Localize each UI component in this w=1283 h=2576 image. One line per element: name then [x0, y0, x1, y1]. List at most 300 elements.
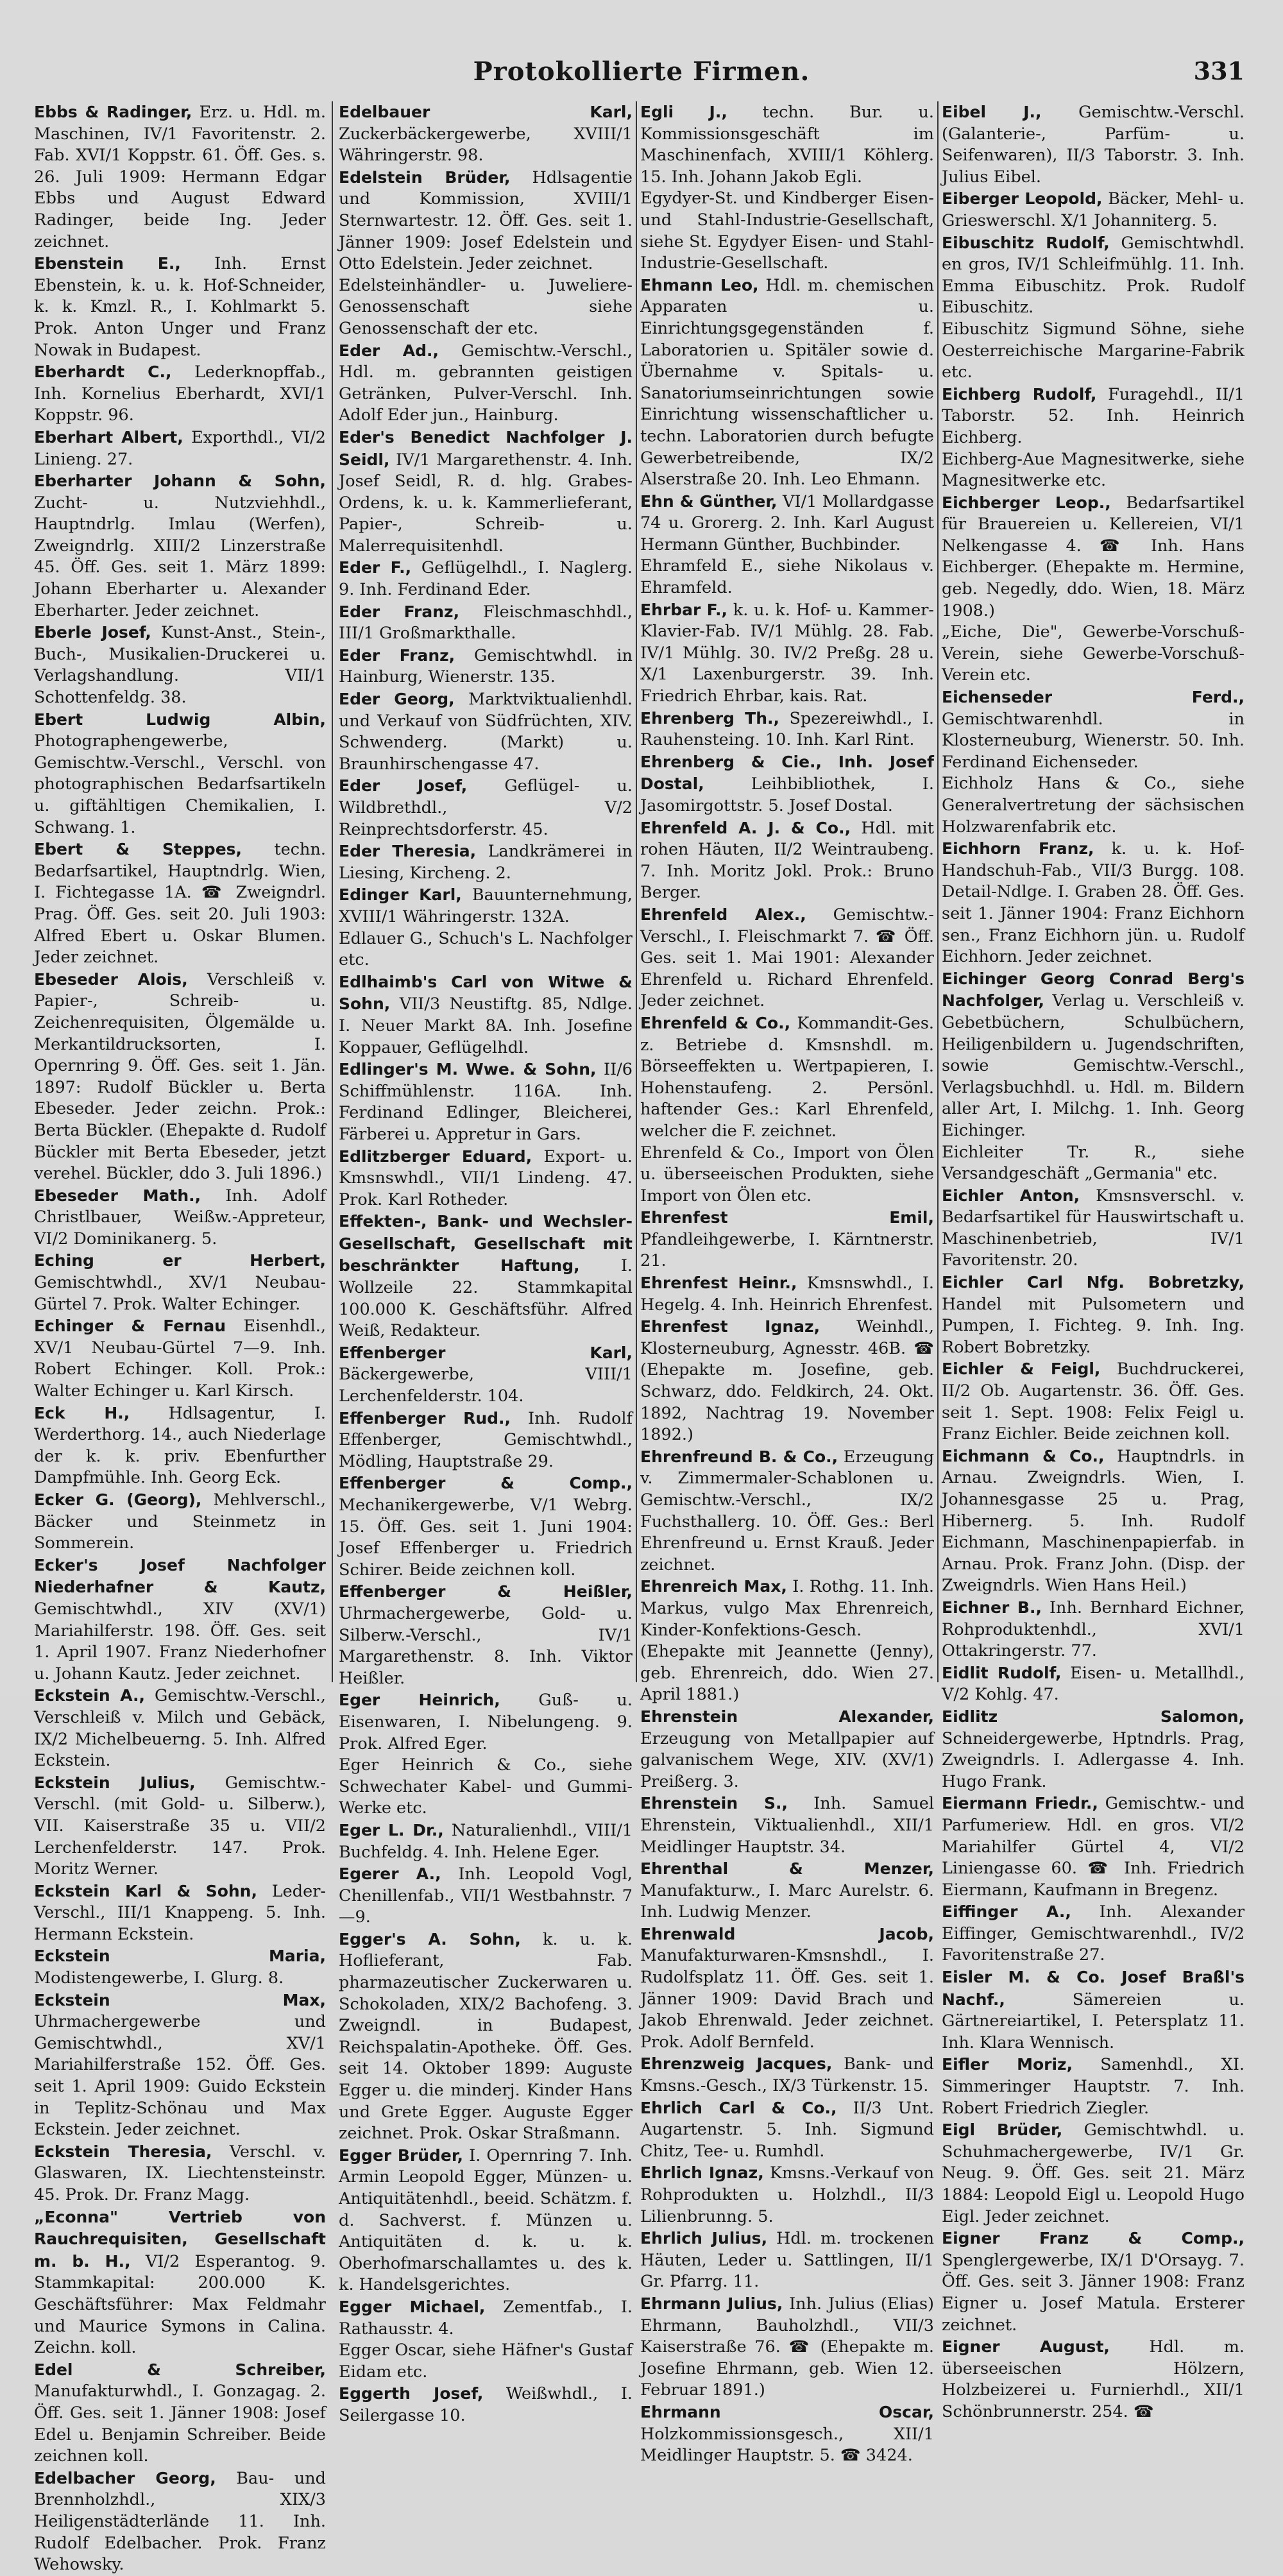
firm-entry [339, 167, 633, 275]
firm-entry [339, 1689, 633, 1755]
firm-entry [640, 1858, 934, 1923]
firm-entry [640, 1576, 934, 1706]
firm-details: Mehlverschl., Bäcker und Steinmetz in Sommerein. [34, 1490, 326, 1553]
firm-name: Ehrenfeld A. J. & Co., [640, 818, 851, 837]
firm-entry [942, 449, 1245, 492]
firm-entry [34, 1772, 326, 1881]
firm-details: Buchdruckerei, II/2 Ob. Augartenstr. 36. Öff. Ges. seit 1. Sept. 1908: Felix Feigl u. Franz Eichler. Beide zeichnen koll. [942, 1360, 1245, 1444]
firm-details: I. Rothg. 11. Inh. Markus, vulgo Max Ehrenreich, Kinder-Konfektions-Gesch. (Ehepakte mit Jeannette (Jenny), geb. Ehrenreich, ddo. Wien 27. April 1881.) [640, 1577, 934, 1705]
firm-details: Bäckergewerbe, VIII/1 Lerchenfelderstr. 104. [339, 1365, 633, 1406]
firm-name: Ebeseder Math., [34, 1186, 201, 1205]
firm-name: Eder Josef, [339, 776, 468, 796]
firm-name: Eberhart Albert, [34, 427, 183, 447]
firm-details: Bauunternehmung, XVIII/1 Währingerstr. 132A. [339, 885, 633, 926]
firm-details: Erzeugung v. Zimmermaler-Schablonen u. Gemischtw.-Verschl., IX/2 Fuchsthallerg. 10. Öff. Ges.: Berl Ehrenfreund u. Ernst Krauß. Jeder zeichnet. [640, 1447, 935, 1574]
firm-entry [942, 232, 1245, 319]
firm-name: Ehn & Günther, [640, 491, 777, 511]
firm-entry [34, 2468, 326, 2576]
firm-entry [34, 1185, 326, 1250]
firm-entry [339, 971, 633, 1059]
firm-details: Erzeugung von Metallpapier auf galvanischem Wege, XIV. (XV/1) Preißerg. 3. [640, 1728, 934, 1791]
firm-entry [339, 1408, 633, 1473]
firm-name: Ehrenthal & Menzer, [640, 1859, 934, 1879]
firm-name: Effenberger Karl, [339, 1343, 633, 1362]
firm-name: Ecker G. (Georg), [34, 1490, 202, 1509]
firm-name: Eder Ad., [339, 341, 439, 360]
firm-entry [339, 1342, 633, 1408]
column-4 [942, 101, 1245, 2421]
firm-details: Gemischtw.-Verschl. (Galanterie-, Parfüm- u. Seifenwaren), II/3 Taborstr. 3. Inh. Julius Eibel. [942, 103, 1245, 187]
firm-details: Uhrmachergewerbe, Gold- u. Silberw.-Verschl., IV/1 Margarethenstr. 8. Inh. Viktor Heißler. [339, 1603, 633, 1688]
firm-details: Lederknopffab., Inh. Kornelius Eberhardt, XVI/1 Koppstr. 96. [34, 363, 326, 425]
firm-details: Hdlsagentie und Kommission, XVIII/1 Sternwartestr. 12. Öff. Ges. seit 1. Jänner 1909: Josef Edelstein und Otto Edelstein. Jeder zeichnet. [339, 167, 633, 274]
firm-name: Ehrenfest Ignaz, [640, 1317, 820, 1336]
firm-entry [34, 427, 326, 470]
firm-entry [942, 1272, 1245, 1358]
firm-entry [942, 101, 1245, 188]
firm-details: VII/3 Neustiftg. 85, Ndlge. I. Neuer Markt 8A. Inh. Josefine Koppauer, Geflügelhdl. [339, 994, 633, 1057]
firm-details: Eger Heinrich & Co., siehe Schwechater Kabel- und Gummi-Werke etc. [339, 1755, 633, 1818]
firm-name: Ehrenfest Emil, [640, 1208, 934, 1227]
firm-name: Eichenseder Ferd., [942, 688, 1245, 707]
firm-entry [640, 1316, 934, 1446]
firm-name: Edlinger's M. Wwe. & Sohn, [339, 1060, 597, 1079]
firm-details: Geflügel- u. Wildbrethdl., V/2 Reinprechtsdorferstr. 45. [339, 776, 633, 839]
firm-entry [34, 361, 326, 427]
firm-entry [942, 1142, 1245, 1185]
firm-name: Ehrmann Oscar, [640, 2402, 934, 2421]
firm-entry [339, 928, 633, 971]
firm-entry [942, 1793, 1245, 1901]
firm-details: Mechanikergewerbe, V/1 Webrg. 15. Öff. Ges. seit 1. Juni 1904: Josef Effenberger u. Friedrich Schirer. Beide zeichnen koll. [339, 1496, 633, 1580]
firm-name: Egger Brüder, [339, 2145, 464, 2165]
firm-details: Fleischmaschhdl., III/1 Großmarkthalle. [339, 602, 633, 644]
firm-details: Samenhdl., XI. Simmeringer Hauptstr. 7. Inh. Robert Friedrich Ziegler. [942, 2055, 1245, 2118]
firm-details: Bank- und Kmsns.-Gesch., IX/3 Türkenstr. 15. [640, 2054, 934, 2096]
firm-details: Marktviktualienhdl. und Verkauf von Südfrüchten, XIV. Schwenderg. (Markt) u. Braunhirschengasse 47. [339, 690, 633, 774]
firm-entry [339, 275, 633, 340]
firm-details: Exporthdl., VI/2 Linieng. 27. [34, 427, 326, 469]
firm-entry [34, 2141, 326, 2206]
firm-details: Holzkommissionsgesch., XII/1 Meidlinger Hauptstr. 5. ☎ 3424. [640, 2424, 934, 2466]
firm-name: Eichberger Leop., [942, 493, 1111, 512]
firm-details: Schneidergewerbe, Hptndrls. Prag, Zweigndrls. I. Adlergasse 4. Inh. Hugo Frank. [942, 1728, 1245, 1791]
firm-details: Inh. Samuel Ehrenstein, Viktualienhdl., XII/1 Meidlinger Hauptstr. 34. [640, 1794, 934, 1857]
firm-name: Eger L. Dr., [339, 1820, 444, 1839]
firm-name: Eder F., [339, 558, 412, 577]
firm-entry [339, 427, 633, 558]
firm-entry [942, 1358, 1245, 1445]
firm-details: Zuckerbäckergewerbe, XVIII/1 Währingerstr. 98. [339, 124, 633, 166]
firm-name: Eichinger Georg Conrad Berg's Nachfolger, [942, 969, 1245, 1011]
firm-entry [339, 601, 633, 645]
firm-entry [339, 1146, 633, 1211]
firm-name: Eifler Moriz, [942, 2055, 1073, 2074]
firm-details: Ehrenfeld & Co., Import von Ölen u. überseeischen Produkten, siehe Import von Ölen etc. [640, 1143, 934, 1206]
firm-entry [34, 1945, 326, 1989]
firm-details: Manufakturwhdl., I. Gonzagag. 2. Öff. Ges. seit 1. Jänner 1908: Josef Edel u. Benjamin Schreiber. Beide zeichnen koll. [34, 2382, 326, 2466]
firm-details: Gemischtw.-Verschl. (mit Gold- u. Silberw.), VII. Kaiserstraße 35 u. VII/2 Lerchenfelderstr. 147. Prok. Moritz Werner. [34, 1773, 327, 1879]
column-1 [34, 101, 327, 2575]
firm-entry [942, 622, 1245, 687]
firm-entry [339, 645, 633, 688]
firm-details: Inh. Leopold Vogl, Chenillenfab., VII/1 Westbahnstr. 7—9. [339, 1864, 633, 1927]
firm-details: Egger Oscar, siehe Häfner's Gustaf Eidam etc. [339, 2341, 633, 2382]
firm-name: „Econna" Vertrieb von Rauchrequisiten, Gesellschaft m. b. H., [34, 2207, 326, 2271]
firm-details: Bau- und Brennholzhdl., XIX/3 Heiligenstädterlände 11. Inh. Rudolf Edelbacher. Prok. Franz Wehowsky. [34, 2468, 326, 2575]
firm-details: Kmsnswhdl., I. Hegelg. 4. Inh. Heinrich Ehrenfest. [640, 1274, 934, 1315]
column-2 [339, 101, 633, 2425]
firm-entry [640, 556, 934, 599]
firm-entry [640, 2401, 934, 2467]
firm-details: Kommandit-Ges. z. Betriebe d. Kmsnshdl. m. Börseeffekten u. Wertpapieren, I. Hohenstaufeng. 2. Persönl. haftender Ges.: Karl Ehrenfeld, welcher die F. zeichnet. [640, 1013, 935, 1141]
firm-entry [34, 1489, 326, 1555]
firm-name: Effenberger & Comp., [339, 1474, 633, 1493]
firm-name: Eckstein Max, [34, 1990, 326, 2009]
firm-entry [34, 1555, 326, 1685]
firm-entry [640, 2293, 934, 2401]
firm-details: Spezereiwhdl., I. Rauhensteing. 10. Inh. Karl Rint. [640, 708, 934, 750]
firm-details: Bäcker, Mehl- u. Grieswerschl. X/1 Johanniterg. 5. [942, 189, 1245, 230]
firm-details: II/6 Schiffmühlenstr. 116A. Inh. Ferdinand Edlinger, Bleicherei, Färberei u. Appretur in Gars. [339, 1060, 633, 1144]
firm-details: Kmsnsverschl. v. Bedarfsartikel für Hauswirtschaft u. Maschinenbetrieb, IV/1 Favoritenstr. 20. [942, 1186, 1245, 1270]
firm-entry [34, 1685, 326, 1771]
firm-details: I. Opernring 7. Inh. Armin Leopold Egger, Münzen- u. Antiquitätenhdl., beeid. Schätzm. f. d. Sachverst. f. Münzen u. Antiquitäten d. k. u. k. Oberhofmarschallamtes u. des k. k. Handelsgerichtes. [339, 2145, 633, 2295]
firm-entry [34, 2359, 326, 2468]
firm-details: Handel mit Pulsometern und Pumpen, I. Fichteg. 9. Inh. Ing. Robert Bobretzky. [942, 1294, 1245, 1357]
firm-entry [339, 2145, 633, 2296]
firm-entry [34, 1403, 326, 1489]
firm-name: Egger Michael, [339, 2297, 486, 2316]
firm-entry [339, 1059, 633, 1145]
firm-name: Effenberger & Heißler, [339, 1582, 633, 1601]
firm-entry [640, 817, 934, 904]
firm-details: Manufakturwaren-Kmsnshdl., I. Rudolfsplatz 11. Öff. Ges. seit 1. Jänner 1909: David Brach und Jakob Ehrenwald. Jeder zeichnet. Prok. Adolf Bernfeld. [640, 1946, 934, 2052]
firm-name: Eggerth Josef, [339, 2384, 484, 2403]
firm-name: Eckstein Maria, [34, 1947, 326, 1966]
firm-entry [942, 2054, 1245, 2119]
column-divider [937, 101, 939, 1682]
firm-details: Hdlsagentur, I. Werderthorg. 14., auch Niederlage der k. k. priv. Ebenfurther Dampfmühle. Inh. Georg Eck. [34, 1403, 327, 1488]
firm-name: Eigner August, [942, 2337, 1110, 2357]
firm-details: Erz. u. Hdl. m. Maschinen, IV/1 Favoritenstr. 2. Fab. XVI/1 Koppstr. 61. Öff. Ges. s. 26. Juli 1909: Hermann Edgar Ebbs und August Edward Radinger, beide Ing. Jeder zeichnet. [34, 103, 326, 252]
firm-entry [339, 2296, 633, 2340]
firm-name: Ebenstein E., [34, 254, 181, 273]
firm-details: Eibuschitz Sigmund Söhne, siehe Oesterreichische Margarine-Fabrik etc. [942, 319, 1245, 382]
firm-name: Egger's A. Sohn, [339, 1929, 521, 1949]
firm-entry [34, 622, 326, 708]
firm-details: Gemischtw.-Verschl., Verschleiß v. Milch und Gebäck, IX/2 Michelbeuerng. 5. Inh. Alfred Eckstein. [34, 1686, 326, 1771]
firm-details: Furagehdl., II/1 Taborstr. 52. Inh. Heinrich Eichberg. [942, 384, 1245, 447]
firm-entry [640, 1446, 934, 1576]
firm-entry [34, 470, 326, 622]
firm-entry [640, 751, 934, 817]
firm-details: Inh. Julius (Elias) Ehrmann, Bauholzhdl., VII/3 Kaiserstraße 76. ☎ (Ehepakte m. Josefine Ehrmann, geb. Wien 12. Februar 1891.) [640, 2294, 935, 2400]
firm-details: II/3 Unt. Augartenstr. 5. Inh. Sigmund Chitz, Tee- u. Rumhdl. [640, 2098, 934, 2161]
firm-name: Edinger Karl, [339, 885, 462, 905]
firm-entry [942, 492, 1245, 622]
firm-name: Eder Franz, [339, 602, 460, 621]
firm-details: Eisen- u. Metallhdl., V/2 Kohlg. 47. [942, 1663, 1245, 1705]
firm-name: Ebbs & Radinger, [34, 103, 192, 121]
firm-entry [942, 1185, 1245, 1272]
firm-entry [942, 188, 1245, 232]
firm-name: Eckstein Theresia, [34, 2142, 212, 2161]
firm-entry [942, 384, 1245, 449]
firm-entry [942, 2336, 1245, 2423]
firm-entry [942, 773, 1245, 838]
firm-details: Gemischtwhdl., XV/1 Neubau-Gürtel 7. Prok. Walter Echinger. [34, 1273, 326, 1314]
firm-entry [339, 1755, 633, 1820]
firm-details: Weißwhdl., I. Seilergasse 10. [339, 2384, 633, 2425]
firm-details: Kmsns.-Verkauf von Rohprodukten u. Holzhdl., II/3 Lilienbrunng. 5. [640, 2163, 935, 2226]
column-divider [332, 101, 333, 1682]
firm-entry [339, 688, 633, 775]
firm-entry [640, 1207, 934, 1272]
firm-entry [640, 275, 934, 491]
firm-entry [942, 968, 1245, 1142]
firm-entry [640, 2162, 934, 2228]
firm-entry [640, 599, 934, 708]
firm-name: Edlhaimb's Carl von Witwe & Sohn, [339, 972, 633, 1014]
firm-details: Verlag u. Verschleiß v. Gebetbüchern, Schulbüchern, Heiligenbildern u. Jugendschriften, sowie Gemischtw.-Verschl., Verlagsbuchhdl. u. Hdl. m. Bildern aller Art, I. Milchg. 1. Inh. Georg Eichinger. [942, 991, 1245, 1140]
firm-details: Photographengewerbe, Gemischtw.-Verschl., Verschl. von photographischen Bedarfsartikeln u. giftähltigen Chemikalien, I. Schwang. 1. [34, 731, 326, 837]
firm-details: Landkrämerei in Liesing, Kircheng. 2. [339, 842, 633, 883]
firm-name: Eiffinger A., [942, 1902, 1071, 1922]
firm-name: Effekten-, Bank- und Wechsler-Gesellschaft, Gesellschaft mit beschränkter Haftung, [339, 1212, 633, 1275]
firm-entry [339, 884, 633, 928]
firm-entry [942, 319, 1245, 384]
firm-entry [34, 1990, 326, 2141]
firm-details: „Eiche, Die", Gewerbe-Vorschuß-Verein, siehe Gewerbe-Vorschuß-Verein etc. [942, 622, 1245, 685]
firm-details: Gemischtwhdl., XIV (XV/1) Mariahilferstr. 198. Öff. Ges. seit 1. April 1907. Franz Niederhofner u. Johann Kautz. Jeder zeichnet. [34, 1599, 326, 1684]
column-divider [636, 101, 637, 1682]
firm-entry [640, 2097, 934, 2163]
firm-entry [34, 1881, 326, 1946]
firm-entry [339, 101, 633, 167]
firm-details: k. u. k. Hof- u. Kammer-Klavier-Fab. IV/1 Mühlg. 28. Fab. IV/1 Mühlg. 30. IV/2 Preßg. 28 u. X/1 Laxenburgerstr. 39. Inh. Friedrich Ehrbar, kais. Rat. [640, 600, 935, 706]
firm-name: Eger Heinrich, [339, 1691, 500, 1710]
firm-details: Gemischtw.-Verschl., I. Fleischmarkt 7. ☎ Öff. Ges. seit 1. Mai 1901: Alexander Ehrenfeld u. Richard Ehrenfeld. Jeder zeichnet. [640, 905, 935, 1011]
firm-details: IV/1 Margarethenstr. 4. Inh. Josef Seidl, R. d. hlg. Grabes-Ordens, k. u. k. Kammerlieferant, Papier-, Schreib- u. Malerrequisitenhdl. [339, 450, 633, 556]
firm-name: Eidlit Rudolf, [942, 1663, 1062, 1682]
firm-name: Eichler Anton, [942, 1186, 1080, 1205]
firm-entry [34, 839, 326, 969]
firm-details: Naturalienhdl., VIII/1 Buchfeldg. 4. Inh. Helene Eger. [339, 1820, 633, 1862]
firm-name: Egli J., [640, 103, 727, 121]
firm-name: Ebert & Steppes, [34, 840, 242, 859]
firm-name: Eckstein Julius, [34, 1773, 196, 1792]
firm-details: Eisenhdl., XV/1 Neubau-Gürtel 7—9. Inh. Robert Echinger. Koll. Prok.: Walter Echinger u. Karl Kirsch. [34, 1317, 326, 1401]
firm-name: Ehmann Leo, [640, 275, 759, 294]
firm-entry [339, 2383, 633, 2427]
firm-details: Inh. Alexander Eiffinger, Gemischtwarenhdl., IV/2 Favoritenstraße 27. [942, 1902, 1245, 1965]
firm-details: Verschleiß v. Papier-, Schreib- u. Zeichenrequisiten, Ölgemälde u. Merkantildrucksorten, I. Opernring 9. Öff. Ges. seit 1. Jän. 1897: Rudolf Bückler u. Berta Ebeseder. Jeder zeichn. Prok.: Berta Bückler. (Ehepakte d. Rudolf Bückler mit Berta Ebeseder, jetzt verehel. Bückler, ddo 3. Juli 1896.) [34, 969, 326, 1184]
firm-details: Spenglergewerbe, IX/1 D'Orsayg. 7. Öff. Ges. seit 3. Jänner 1908: Franz Eigner u. Josef Matula. Ersterer zeichnet. [942, 2250, 1245, 2335]
firm-name: Eigner Franz & Comp., [942, 2229, 1245, 2248]
firm-details: Hauptndrls. in Arnau. Zweigndrls. Wien, I. Johannesgasse 25 u. Prag, Hibernerg. 5. Inh. Rudolf Eichmann, Maschinenpapierfab. in Arnau. Prok. Franz John. (Disp. der Zweigndrls. Wien Hans Heil.) [942, 1446, 1245, 1596]
firm-details: Hdl. m. chemischen Apparaten u. Einrichtungsgegenständen f. Laboratorien u. Spitäler sowie d. Übernahme v. Spitals- u. Sanatoriumseinrichtungen sowie Einrichtung wissenschaftlicher u. techn. Laboratorien durch befugte Gewerbetreibende, IX/2 Alserstraße 20. Inh. Leo Ehmann. [640, 275, 935, 490]
firm-entry [640, 708, 934, 751]
firm-details: I. Wollzeile 22. Stammkapital 100.000 K. Geschäftsführ. Alfred Weiß, Redakteur. [339, 1256, 633, 1341]
firm-name: Ehrlich Ignaz, [640, 2163, 764, 2183]
firm-entry [34, 969, 326, 1185]
firm-details: Zementfab., I. Rathausstr. 4. [339, 2297, 633, 2339]
firm-name: Eckstein Karl & Sohn, [34, 1881, 257, 1900]
firm-entry [640, 1793, 934, 1858]
firm-name: Eichner B., [942, 1598, 1042, 1617]
firm-name: Edelstein Brüder, [339, 167, 511, 187]
firm-name: Eigl Brüder, [942, 2120, 1063, 2140]
firm-entry [34, 253, 326, 361]
firm-name: Ehrenstein S., [640, 1794, 788, 1813]
firm-name: Eder Theresia, [339, 842, 477, 861]
firm-details: Gemischtwhdl. in Hainburg, Wienerstr. 135. [339, 645, 633, 687]
firm-details: Leihbibliothek, I. Jasomirgottstr. 5. Josef Dostal. [640, 774, 934, 815]
firm-name: Edelbauer Karl, [339, 103, 633, 121]
firm-details: Geflügelhdl., I. Naglerg. 9. Inh. Ferdinand Eder. [339, 558, 633, 600]
firm-details: Ehramfeld E., siehe Nikolaus v. Ehramfeld. [640, 556, 934, 598]
firm-name: Echinger & Fernau [34, 1317, 226, 1336]
firm-name: Eichberg Rudolf, [942, 384, 1097, 404]
firm-entry [34, 101, 326, 253]
page-title: Protokollierte Firmen. [473, 56, 810, 87]
firm-details: Manufakturw., I. Marc Aurelstr. 6. Inh. Ludwig Menzer. [640, 1881, 934, 1922]
firm-name: Eiermann Friedr., [942, 1794, 1098, 1813]
firm-details: Gemischtw.- und Parfumeriew. Hdl. en gros. VI/2 Mariahilfer Gürtel 4, VI/2 Liniengasse 60. ☎ Inh. Friedrich Eiermann, Kaufmann in Bregenz. [942, 1794, 1245, 1900]
firm-name: Eberle Josef, [34, 623, 151, 642]
firm-details: Eichberg-Aue Magnesitwerke, siehe Magnesitwerke etc. [942, 449, 1245, 491]
firm-name: Ehrenberg & Cie., Inh. Josef Dostal, [640, 752, 934, 794]
firm-entry [942, 2119, 1245, 2228]
firm-entry [942, 1966, 1245, 2054]
firm-details: Zucht- u. Nutzviehhdl., Hauptndrlg. Imlau (Werfen), Zweigndrlg. XIII/2 Linzerstraße 45. Öff. Ges. seit 1. März 1899: Johann Eberharter u. Alexander Eberharter. Jeder zeichnet. [34, 493, 326, 620]
firm-details: Uhrmachergewerbe und Gemischtwhdl., XV/1 Mariahilferstraße 152. Öff. Ges. seit 1. April 1909: Guido Eckstein in Teplitz-Schönau und Max Eckstein. Jeder zeichnet. [34, 2012, 326, 2140]
firm-name: Ehrenreich Max, [640, 1577, 787, 1596]
firm-name: Eder Franz, [339, 645, 455, 665]
firm-details: Hdl. m. trockenen Häuten, Leder u. Sattlingen, II/1 Gr. Pfarrg. 11. [640, 2229, 934, 2292]
firm-details: Hdl. mit rohen Häuten, II/2 Weintraubeng. 7. Inh. Moritz Jokl. Prok.: Bruno Berger. [640, 818, 935, 903]
firm-name: Eberhardt C., [34, 363, 172, 382]
firm-entry [34, 1250, 326, 1315]
firm-name: Eberharter Johann & Sohn, [34, 472, 326, 491]
firm-entry [640, 188, 934, 274]
firm-details: Sämereien u. Gärtnereiartikel, I. Petersplatz 11. Inh. Klara Wennisch. [942, 1990, 1245, 2052]
firm-details: Gemischtwhdl. en gros, IV/1 Schleifmühlg. 11. Inh. Emma Eibuschitz. Prok. Rudolf Eibuschitz. [942, 233, 1245, 318]
firm-name: Eck H., [34, 1403, 130, 1422]
firm-name: Edlitzberger Eduard, [339, 1147, 532, 1166]
firm-name: Ehrenstein Alexander, [640, 1707, 934, 1726]
firm-entry [34, 709, 326, 839]
firm-details: Hdl. m. überseeischen Hölzern, Holzbeizerei u. Furnierhdl., XII/1 Schönbrunnerstr. 254. ☎ [942, 2337, 1245, 2421]
firm-details: Inh. Bernhard Eichner, Rohproduktenhdl., XVI/1 Ottakringerstr. 77. [942, 1598, 1245, 1661]
firm-details: Gemischtwhdl. u. Schuhmachergewerbe, IV/1 Gr. Neug. 9. Öff. Ges. seit 21. März 1884: Leopold Eigl u. Leopold Hugo Eigl. Jeder zeichnet. [942, 2120, 1245, 2226]
firm-entry [640, 2228, 934, 2293]
firm-details: Verschl. v. Glaswaren, IX. Liechtensteinstr. 45. Prok. Dr. Franz Magg. [34, 2142, 327, 2205]
firm-name: Ebeseder Alois, [34, 969, 188, 989]
firm-details: Eichleiter Tr. R., siehe Versandgeschäft „Germania" etc. [942, 1142, 1245, 1184]
firm-name: Eichmann & Co., [942, 1446, 1105, 1465]
firm-entry [34, 2206, 326, 2359]
firm-entry [942, 1446, 1245, 1597]
firm-name: Ehrenwald Jacob, [640, 1924, 934, 1943]
firm-entry [339, 1863, 633, 1929]
firm-entry [339, 1929, 633, 2145]
column-3 [640, 101, 935, 2466]
firm-entry [942, 687, 1245, 773]
firm-name: Egerer A., [339, 1864, 441, 1884]
firm-name: Ehrenfeld & Co., [640, 1013, 791, 1032]
firm-details: techn. Bur. u. Kommissionsgeschäft im Maschinenfach, XVIII/1 Köhlerg. 15. Inh. Johann Jakob Egli. [640, 103, 934, 187]
firm-entry [942, 838, 1245, 968]
firm-name: Eder's Benedict Nachfolger J. Seidl, [339, 427, 633, 469]
firm-details: Gemischtw.-Verschl., Hdl. m. gebrannten geistigen Getränken, Pulver-Verschl. Inh. Adolf Eder jun., Hainburg. [339, 341, 633, 425]
firm-entry [339, 1820, 633, 1863]
firm-name: Eichler Carl Nfg. Bobretzky, [942, 1273, 1245, 1292]
firm-name: Ehrbar F., [640, 600, 728, 619]
firm-details: Kunst-Anst., Stein-, Buch-, Musikalien-Druckerei u. Verlagshandlung. VII/1 Schottenfeldg. 38. [34, 623, 326, 708]
firm-name: Eibuschitz Rudolf, [942, 233, 1110, 252]
firm-name: Ecker's Josef Nachfolger Niederhafner & Kautz, [34, 1555, 326, 1597]
firm-entry [942, 1706, 1245, 1793]
firm-name: Eder Georg, [339, 690, 455, 709]
firm-entry [942, 2228, 1245, 2336]
firm-entry [339, 1472, 633, 1581]
firm-details: VI/1 Mollardgasse 74 u. Grorerg. 2. Inh. Karl August Hermann Günther, Buchbinder. [640, 491, 935, 554]
firm-details: Modistengewerbe, I. Glurg. 8. [34, 1968, 284, 1988]
firm-details: Weinhdl., Klosterneuburg, Agnesstr. 46B. ☎ (Ehepakte m. Josefine, geb. Schwarz, ddo. Feldkirch, 24. Okt. 1892, Nachtrag 19. November 1892.) [640, 1317, 934, 1445]
firm-entry [640, 1706, 934, 1793]
firm-entry [339, 340, 633, 427]
firm-name: Eichler & Feigl, [942, 1360, 1101, 1379]
page-header [0, 56, 1283, 95]
firm-name: Effenberger Rud., [339, 1408, 511, 1428]
firm-name: Eckstein A., [34, 1686, 146, 1705]
firm-details: Pfandleihgewerbe, I. Kärntnerstr. 21. [640, 1229, 934, 1271]
firm-name: Ebert Ludwig Albin, [34, 710, 326, 729]
firm-name: Ehrlich Carl & Co., [640, 2098, 837, 2117]
firm-entry [942, 1901, 1245, 1966]
firm-details: Bedarfsartikel für Brauereien u. Kellereien, VI/1 Nelkengasse 4. ☎ Inh. Hans Eichberger. (Ehepakte m. Hermine, geb. Negedly, ddo. Wien, 18. März 1908.) [942, 493, 1245, 620]
firm-details: Gemischtwarenhdl. in Klosterneuburg, Wienerstr. 50. Inh. Ferdinand Eichenseder. [942, 709, 1245, 772]
firm-entry [640, 1923, 934, 2054]
firm-entry [640, 101, 934, 188]
firm-entry [34, 1315, 326, 1402]
firm-details: Guß- u. Eisenwaren, I. Nibelungeng. 9. Prok. Alfred Eger. [339, 1691, 633, 1753]
firm-name: Ehrenfreund B. & Co., [640, 1447, 838, 1466]
firm-entry [942, 1662, 1245, 1706]
firm-name: Ehrenfest Heinr., [640, 1274, 797, 1293]
firm-details: techn. Bedarfsartikel, Hauptndrlg. Wien, I. Fichtegasse 1A. ☎ Zweigndrl. Prag. Öff. Ges. seit 20. Juli 1903: Alfred Ebert u. Oskar Blumen. Jeder zeichnet. [34, 840, 327, 968]
firm-name: Eidlitz Salomon, [942, 1707, 1245, 1726]
firm-name: Ehrenfeld Alex., [640, 905, 806, 924]
firm-entry [339, 1211, 633, 1342]
firm-entry [339, 2340, 633, 2383]
firm-name: Eisler M. & Co. Josef Braßl's Nachf., [942, 1968, 1245, 2009]
firm-name: Ehrmann Julius, [640, 2294, 783, 2313]
firm-entry [640, 1143, 934, 1207]
firm-details: Inh. Rudolf Effenberger, Gemischtwhdl., Mödling, Hauptstraße 29. [339, 1408, 633, 1471]
firm-entry [640, 491, 934, 556]
firm-entry [640, 2053, 934, 2097]
firm-entry [640, 1272, 934, 1316]
firm-details: k. u. k. Hoflieferant, Fab. pharmazeutischer Zuckerwaren u. Schokoladen, XIX/2 Bachofeng. 3. Zweigndl. in Budapest, Reichspalatin-Apotheke. Öff. Ges. seit 14. Oktober 1899: Auguste Egger u. die minderj. Kinder Hans und Grete Egger. Auguste Egger zeichnet. Prok. Oskar Straßmann. [339, 1929, 633, 2144]
firm-name: Eibel J., [942, 103, 1042, 121]
firm-details: Edelsteinhändler- u. Juweliere-Genossenschaft siehe Genossenschaft der etc. [339, 275, 633, 338]
firm-name: Edelbacher Georg, [34, 2468, 216, 2487]
firm-details: Inh. Adolf Christlbauer, Weißw.-Appreteur, VI/2 Dominikanerg. 5. [34, 1186, 327, 1249]
firm-entry [339, 840, 633, 884]
